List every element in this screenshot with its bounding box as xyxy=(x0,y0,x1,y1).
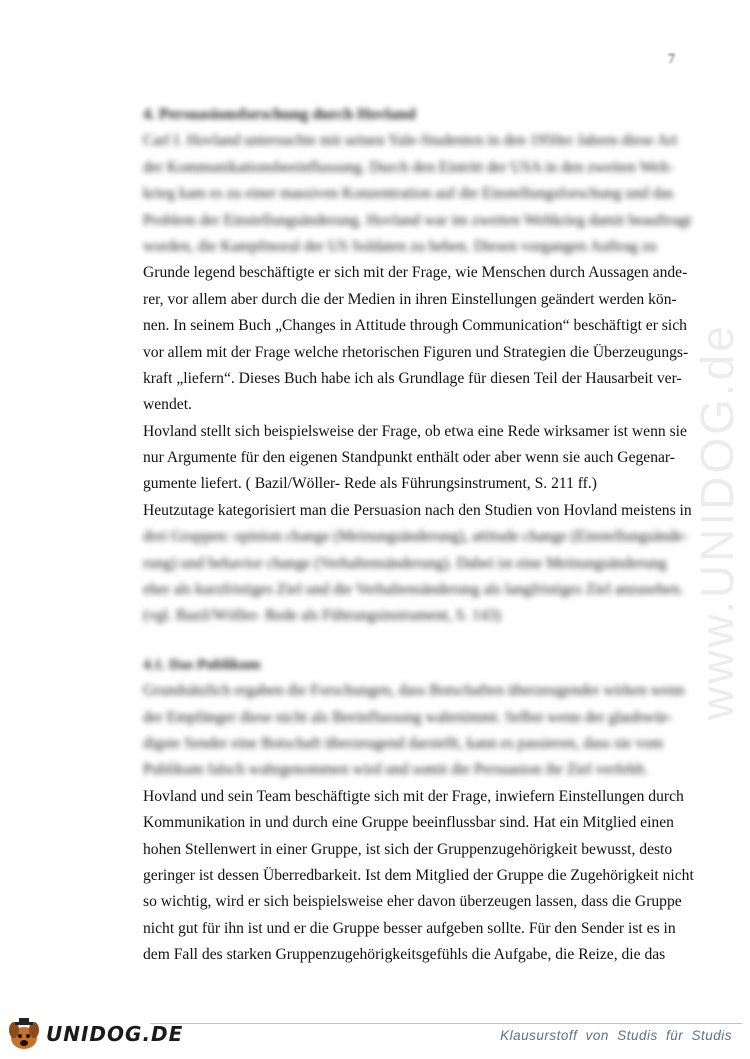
text-line: digste Sender eine Botschaft überzeugend darstellt, kann es passieren, dass sie vom xyxy=(143,734,664,752)
text-line: nur Argumente für den eigenen Standpunkt enthält oder aber wenn sie auch Gegenar- xyxy=(143,449,675,467)
text-line: nen. In seinem Buch „Changes in Attitude through Communication“ beschäftigt er sich xyxy=(143,317,687,335)
text-line: wendet. xyxy=(143,396,192,414)
section-heading: 4. Persuasionsforschung durch Hovland xyxy=(143,106,416,123)
text-line: Hovland und sein Team beschäftigte sich mit der Frage, inwiefern Einstellungen durch xyxy=(143,787,684,805)
text-line: drei Gruppen: opinion change (Meinungsänderung), attitude change (Einstellungsände- xyxy=(143,528,688,546)
text-line: der Kommunikationsbeeinflussung. Durch den Eintritt der USA in den zweiten Welt- xyxy=(143,158,674,176)
text-line: vor allem mit der Frage welche rhetorischen Figuren und Strategien die Überzeugungs- xyxy=(143,343,689,361)
footer-tagline: Klausurstoff von Studis für Studis xyxy=(500,1028,732,1043)
text-line: worden, die Kampfmoral der US Soldaten zu heben. Diesen vorgangen Auftrag zu xyxy=(143,237,657,255)
document-body xyxy=(143,102,694,969)
text-line: Publikum falsch wahrgenommen wird und somit die Persuasion ihr Ziel verfehlt. xyxy=(143,761,649,779)
text-line: eher als kurzfristiges Ziel und die Verhaltensänderung als langfristiges Ziel anzusehen. xyxy=(143,581,684,599)
text-line: Heutzutage kategorisiert man die Persuasion nach den Studien von Hovland meistens in xyxy=(143,501,692,519)
logo-text: UNIDOG.DE xyxy=(46,1022,184,1046)
text-line: geringer ist dessen Überredbarkeit. Ist dem Mitglied der Gruppe die Zugehörigkeit nicht xyxy=(143,866,694,884)
text-line: Kommunikation in und durch eine Gruppe beeinflussbar sind. Hat ein Mitglied einen xyxy=(143,814,674,832)
text-line: Carl I. Hovland untersuchte mit seinen Yale-Studenten in den 1950er Jahren diese Art xyxy=(143,132,678,150)
text-line: Problem der Einstellungsänderung. Hovland war im zweiten Weltkrieg damit beauftragt xyxy=(143,211,692,229)
dog-icon xyxy=(4,1016,44,1052)
text-line: so wichtig, wird er sich beispielsweise eher davon überzeugen lassen, dass die Gruppe xyxy=(143,893,682,911)
subsection-text xyxy=(143,678,694,968)
unidog-logo[interactable] xyxy=(4,1016,183,1052)
watermark: www.UNIDOG.de xyxy=(691,323,743,720)
text-line: hohen Stellenwert in einer Gruppe, ist sich der Gruppenzugehörigkeit bewusst, desto xyxy=(143,840,673,858)
text-line: rung) und behavior change (Verhaltensänderung). Dabei ist eine Meinungsänderung xyxy=(143,554,667,572)
text-line: Grunde legend beschäftigte er sich mit der Frage, wie Menschen durch Aussagen ande- xyxy=(143,264,688,282)
text-line: Hovland stellt sich beispielsweise der Frage, ob etwa eine Rede wirksamer ist wenn sie xyxy=(143,422,687,440)
text-line: der Empfänger diese nicht als Beeinflussung wahrnimmt. Selbst wenn der glaubwür- xyxy=(143,708,673,726)
text-line: kraft „liefern“. Dieses Buch habe ich als Grundlage für diesen Teil der Hausarbeit ver- xyxy=(143,369,682,387)
footer-divider xyxy=(150,1023,742,1024)
text-line: krieg kam es zu einer massiven Konzentration auf die Einstellungsforschung und das xyxy=(143,185,674,203)
text-line: dem Fall des starken Gruppenzugehörigkeitsgefühls die Aufgabe, die Reize, die das xyxy=(143,946,666,964)
text-line: rer, vor allem aber durch die der Medien in ihren Einstellungen geändert werden kön- xyxy=(143,290,677,308)
page-number: 7 xyxy=(668,52,675,67)
text-line: (vgl. Bazil/Wöller- Rede als Führungsinstrument, S. 143) xyxy=(143,607,501,625)
text-line: gumente liefert. ( Bazil/Wöller- Rede als Führungsinstrument, S. 211 ff.) xyxy=(143,475,597,493)
section-text xyxy=(143,128,692,629)
text-line: Grundsätzlich ergaben die Forschungen, dass Botschaften überzeugender wirken wenn xyxy=(143,682,685,700)
text-line: nicht gut für ihn ist und er die Gruppe besser aufgeben sollte. Für den Sender ist es in xyxy=(143,919,676,937)
subsection-heading: 4.1. Das Publikum xyxy=(143,656,261,673)
